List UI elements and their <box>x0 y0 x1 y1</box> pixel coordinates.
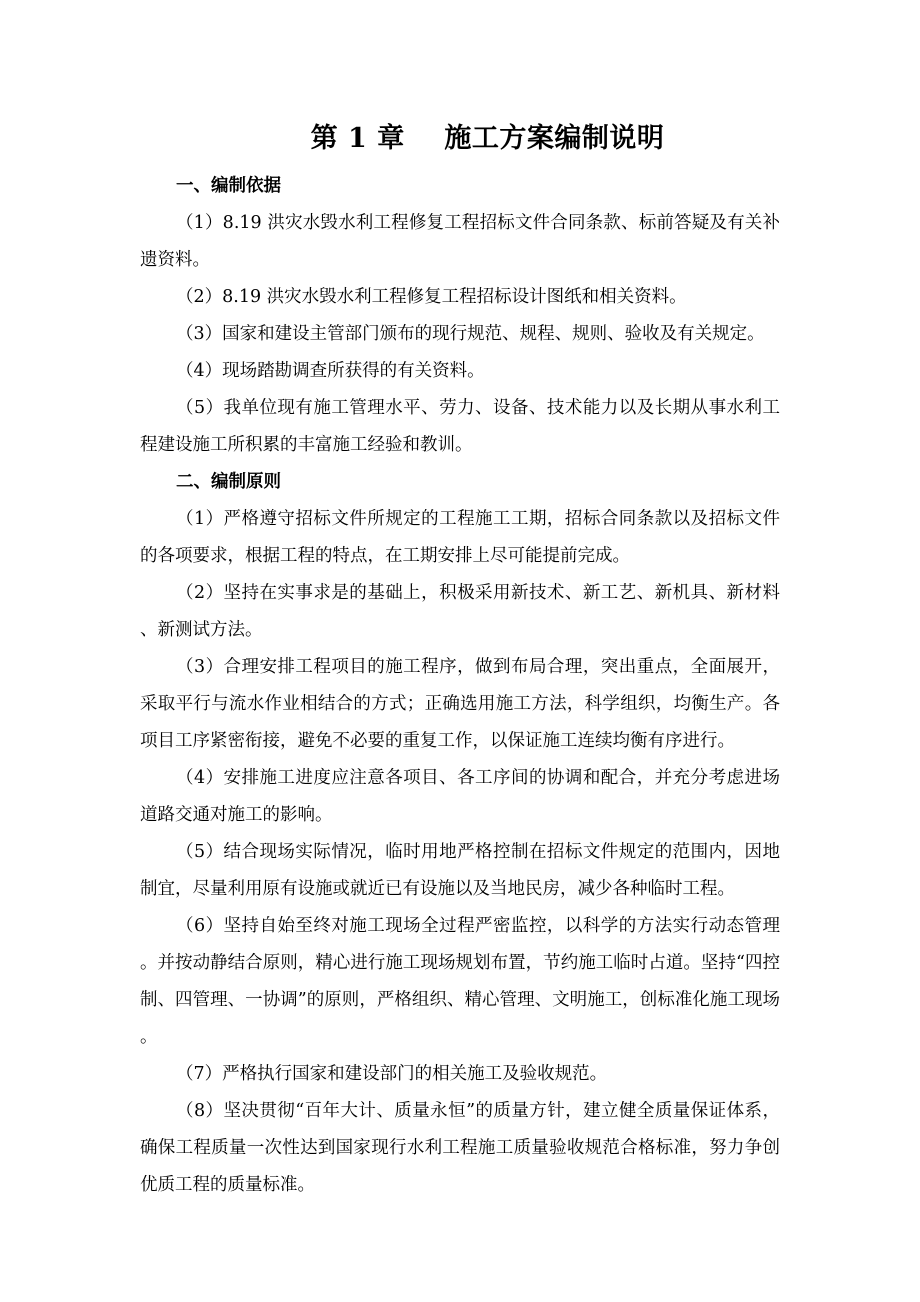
principle-item-6: （6）坚持自始至终对施工现场全过程严密监控，以科学的方法实行动态管理。并按动静结合原则，精心进行施工现场规划布置，节约施工临时占道。坚持“四控制、四管理、一协调”的原则，严格组织、精心管理、文明施工，创标准化施工现场。 <box>140 916 780 1047</box>
basis-item-1: （1）8.19 洪灾水毁水利工程修复工程招标文件合同条款、标前答疑及有关补遗资料。 <box>140 213 780 270</box>
basis-item-5: （5）我单位现有施工管理水平、劳力、设备、技术能力以及长期从事水利工程建设施工所积累的丰富施工经验和教训。 <box>140 398 780 455</box>
principle-item-7: （7）严格执行国家和建设部门的相关施工及验收规范。 <box>176 1064 608 1084</box>
basis-item-2: （2）8.19 洪灾水毁水利工程修复工程招标设计图纸和相关资料。 <box>176 287 687 307</box>
principle-item-5: （5）结合现场实际情况，临时用地严格控制在招标文件规定的范围内，因地制宜，尽量利用原有设施或就近已有设施以及当地民房，减少各种临时工程。 <box>140 842 780 899</box>
principle-item-2: （2）坚持在实事求是的基础上，积极采用新技术、新工艺、新机具、新材料、新测试方法。 <box>140 583 780 640</box>
section-heading-principles: 二、编制原则 <box>176 472 281 492</box>
basis-item-3: （3）国家和建设主管部门颁布的现行规范、规程、规则、验收及有关规定。 <box>176 324 765 344</box>
section-basis <box>140 168 780 464</box>
principle-item-3: （3）合理安排工程项目的施工程序，做到布局合理，突出重点，全面展开，采取平行与流水作业相结合的方式；正确选用施工方法，科学组织，均衡生产。各项目工序紧密衔接，避免不必要的重复工作，以保证施工连续均衡有序进行。 <box>140 657 780 751</box>
principle-item-1: （1）严格遵守招标文件所规定的工程施工工期，招标合同条款以及招标文件的各项要求，根据工程的特点，在工期安排上尽可能提前完成。 <box>140 509 780 566</box>
principle-item-4: （4）安排施工进度应注意各项目、各工序间的协调和配合，并充分考虑进场道路交通对施工的影响。 <box>140 768 780 825</box>
principle-item-8: （8）坚决贯彻“百年大计、质量永恒”的质量方针，建立健全质量保证体系，确保工程质量一次性达到国家现行水利工程施工质量验收规范合格标准，努力争创优质工程的质量标准。 <box>140 1101 780 1195</box>
basis-item-4: （4）现场踏勘调查所获得的有关资料。 <box>176 361 485 381</box>
document-body <box>140 168 780 1204</box>
chapter-title: 第 1 章 施工方案编制说明 <box>310 123 665 154</box>
section-heading-basis: 一、编制依据 <box>176 176 281 196</box>
section-principles <box>140 464 780 1204</box>
